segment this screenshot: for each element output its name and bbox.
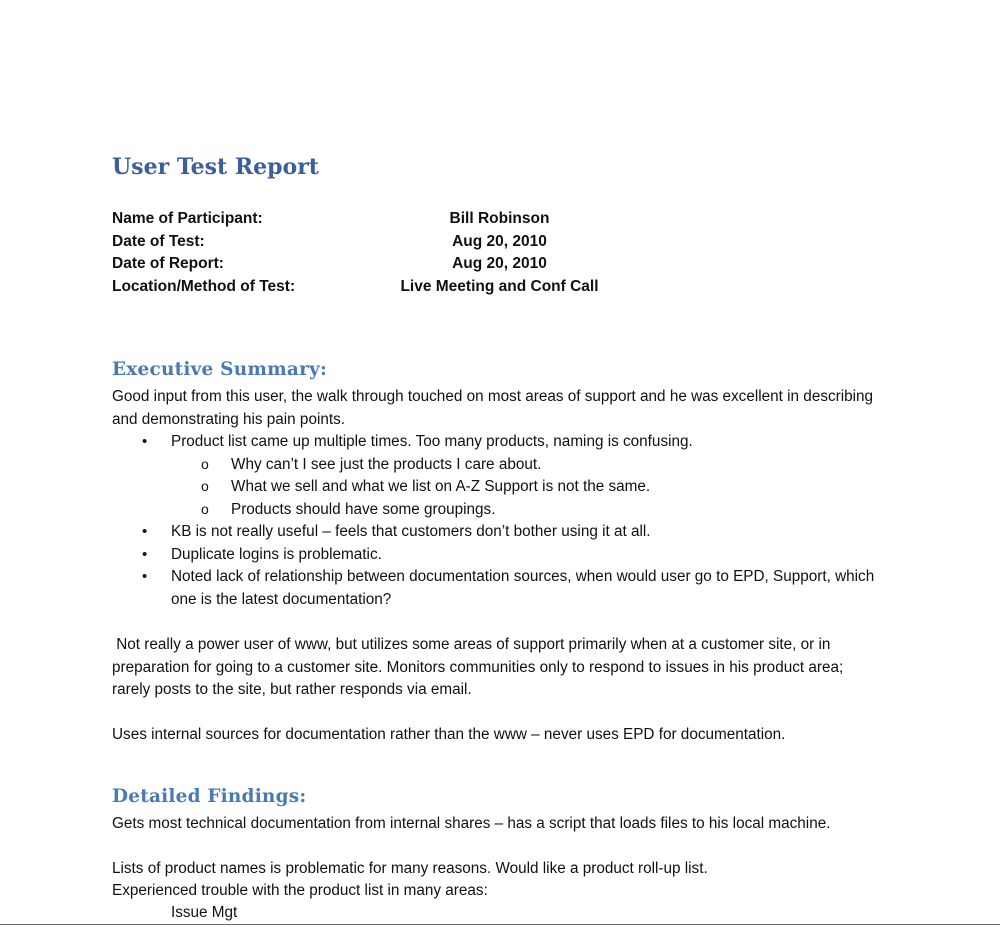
detailed-findings-heading: Detailed Findings: [112,786,307,807]
executive-summary-intro: Good input from this user, the walk through touched on most areas of support and he was excellent in describing and demonstrating his pain points. [112,388,874,428]
executive-summary-heading: Executive Summary: [112,359,328,380]
findings-line-3: Experienced trouble with the product list in many areas: [112,882,488,899]
report-title: User Test Report [112,154,319,180]
meta-row-date-of-report [112,253,632,276]
executive-summary-bullets [112,431,882,611]
report-metadata [112,208,632,298]
findings-line-2: Lists of product names is problematic for many reasons. Would like a product roll-up list. [112,860,708,877]
meta-label: Date of Report: [112,255,224,272]
page-bottom-divider [0,924,1000,925]
findings-line-1: Gets most technical documentation from internal shares – has a script that loads files to his local machine. [112,815,831,832]
usage-paragraph: Not really a power user of www, but utilizes some areas of support primarily when at a customer site, or in preparation for going to a customer site. Monitors communities only to respond to issues in his product area; rarely posts to the site, but rather responds via email. [112,636,848,698]
meta-value: Live Meeting and Conf Call [400,277,599,295]
meta-row-participant [112,208,632,231]
list-item: o Why can’t I see just the products I care about. [112,454,882,477]
findings-line-4: Issue Mgt [171,904,238,921]
list-item: • Noted lack of relationship between documentation sources, when would user go to EPD, Support, which one is the latest documentation? [112,566,882,611]
meta-value: Bill Robinson [449,210,550,227]
documentation-paragraph: Uses internal sources for documentation rather than the www – never uses EPD for documentation. [112,726,786,743]
meta-row-location [112,276,632,299]
list-item: o What we sell and what we list on A-Z Support is not the same. [112,476,882,499]
meta-value: Aug 20, 2010 [452,255,547,272]
meta-label: Date of Test: [112,232,205,250]
meta-label: Location/Method of Test: [112,277,296,295]
meta-row-date-of-test [112,231,632,254]
meta-label: Name of Participant: [112,210,263,227]
list-item: • Product list came up multiple times. Too many products, naming is confusing. [112,431,882,454]
list-item: • Duplicate logins is problematic. [112,544,882,567]
meta-value: Aug 20, 2010 [452,232,547,250]
list-item: • KB is not really useful – feels that customers don’t bother using it at all. [112,521,882,544]
list-item: o Products should have some groupings. [112,499,882,522]
